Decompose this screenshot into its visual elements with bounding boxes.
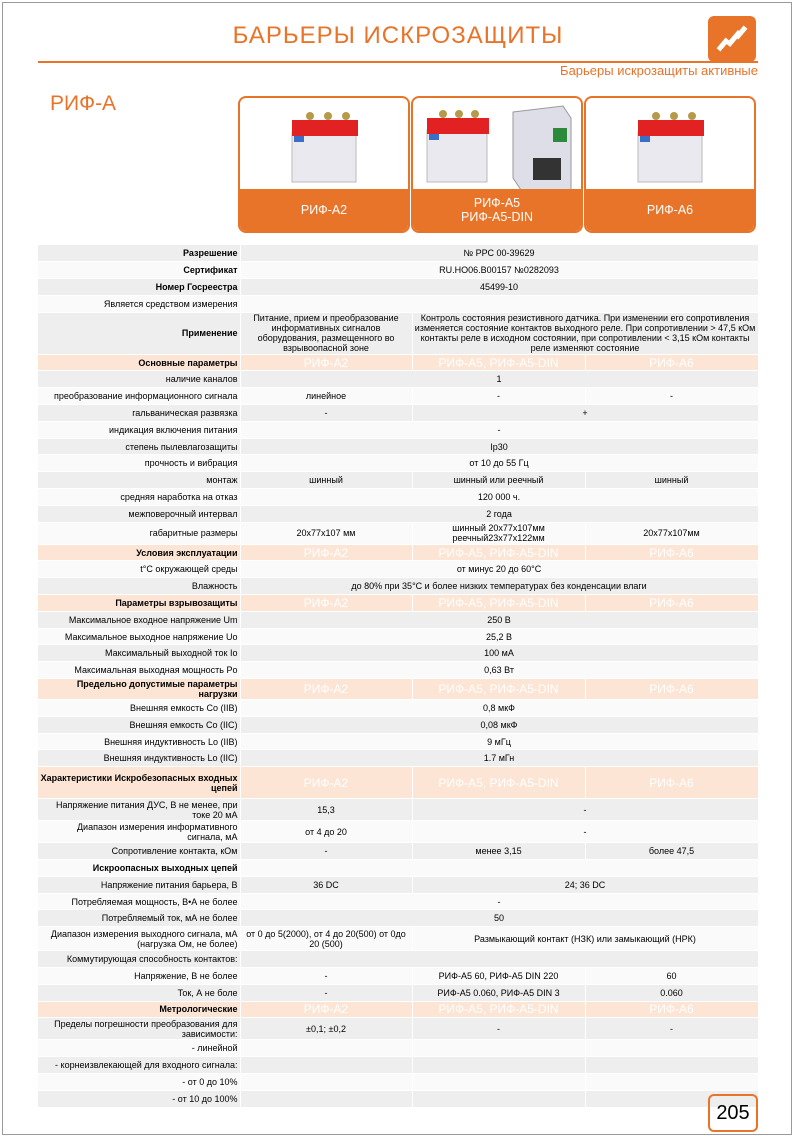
cell-value-rif-a5: РИФ-А5 0.060, РИФ-А5 DIN 3 bbox=[412, 984, 585, 1001]
page-number: 205 bbox=[708, 1094, 758, 1132]
row-label: гальваническая развязка bbox=[38, 405, 240, 422]
cell-value-rif-a2: - bbox=[240, 405, 412, 422]
product-image bbox=[586, 98, 754, 190]
column-header-rif-a5: РИФ-А5, РИФ-А5-DIN bbox=[412, 354, 585, 371]
table-row bbox=[38, 984, 758, 1001]
row-label: наличие каналов bbox=[38, 371, 240, 388]
cell-value-rif-a2: 36 DC bbox=[240, 876, 412, 893]
table-row bbox=[38, 821, 758, 843]
column-header-rif-a2: РИФ-А2 bbox=[240, 595, 412, 612]
table-row bbox=[38, 489, 758, 506]
table-row bbox=[38, 388, 758, 405]
table-section-header bbox=[38, 354, 758, 371]
cell-value-rif-a5: менее 3,15 bbox=[412, 843, 585, 860]
table-row bbox=[38, 505, 758, 522]
row-label: габаритные размеры bbox=[38, 522, 240, 544]
table-row bbox=[38, 628, 758, 645]
table-row bbox=[38, 472, 758, 489]
cell-value-rif-a5-a6: 24; 36 DC bbox=[412, 876, 758, 893]
row-label: Напряжение, В не более bbox=[38, 968, 240, 985]
row-label: Влажность bbox=[38, 578, 240, 595]
cell-value: № РРС 00-39629 bbox=[240, 245, 758, 262]
cell-value-rif-a2 bbox=[240, 1073, 412, 1090]
cell-value: 45499-10 bbox=[240, 279, 758, 296]
table-row bbox=[38, 262, 758, 279]
row-label: Максимальное выходное напряжение Uo bbox=[38, 628, 240, 645]
cell-value: 100 мА bbox=[240, 645, 758, 662]
row-label: Сертификат bbox=[38, 262, 240, 279]
table-row bbox=[38, 1057, 758, 1074]
product-card-rif-a5 bbox=[411, 96, 583, 233]
table-row bbox=[38, 645, 758, 662]
cell-value-rif-a5-a6: Контроль состояния резистивного датчика. При изменении его сопротивления изменяется состояние контактов выходного реле. При сопротивлении > 47,5 кОм контакты реле в исходном состоянии, при сопротивлении < 3,15 кОм контакты реле изменяют состояние bbox=[412, 312, 758, 354]
cell-value-rif-a2: - bbox=[240, 843, 412, 860]
row-label: Максимальное входное напряжение Um bbox=[38, 611, 240, 628]
table-row bbox=[38, 893, 758, 910]
table-row bbox=[38, 421, 758, 438]
cell-value-rif-a5: шинный или реечный bbox=[412, 472, 585, 489]
cell-value-rif-a5 bbox=[412, 1073, 585, 1090]
cell-value-rif-a5: - bbox=[412, 1018, 585, 1040]
cell-value: 1.7 мГн bbox=[240, 750, 758, 767]
cell-value: до 80% при 35°С и более низких температурах без конденсации влаги bbox=[240, 578, 758, 595]
row-label: Параметры взрывозащиты bbox=[38, 595, 240, 612]
cell-value: RU.HO06.B00157 №0282093 bbox=[240, 262, 758, 279]
cell-value: - bbox=[240, 421, 758, 438]
cell-value-rif-a6: - bbox=[585, 388, 758, 405]
row-label: Характеристики Искробезопасных входных цепей bbox=[38, 767, 240, 799]
cell-value-rif-a2: от 4 до 20 bbox=[240, 821, 412, 843]
row-label: Диапазон измерения выходного сигнала, мА (нагрузка Ом, не более) bbox=[38, 927, 240, 951]
cell-value bbox=[240, 295, 758, 312]
row-label: - корнеизвлекающей для входного сигнала: bbox=[38, 1057, 240, 1074]
column-header-rif-a6: РИФ-А6 bbox=[585, 595, 758, 612]
column-header-rif-a2: РИФ-А2 bbox=[240, 767, 412, 799]
column-header-rif-a5: РИФ-А5, РИФ-А5-DIN bbox=[412, 767, 585, 799]
row-label: Внешняя индуктивность Lo (IIC) bbox=[38, 750, 240, 767]
table-row bbox=[38, 578, 758, 595]
row-label: Условия эксплуатации bbox=[38, 544, 240, 561]
table-section-header bbox=[38, 767, 758, 799]
table-row bbox=[38, 455, 758, 472]
cell-value: - bbox=[240, 893, 758, 910]
row-label: Предельно допустимые параметры нагрузки bbox=[38, 679, 240, 700]
table-row bbox=[38, 716, 758, 733]
row-label: Основные параметры bbox=[38, 354, 240, 371]
row-label: преобразование информационного сигнала bbox=[38, 388, 240, 405]
cell-value: 0,8 мкФ bbox=[240, 700, 758, 717]
row-label: монтаж bbox=[38, 472, 240, 489]
cell-value: от 10 до 55 Гц bbox=[240, 455, 758, 472]
cell-value bbox=[240, 951, 758, 968]
column-header-rif-a6: РИФ-А6 bbox=[585, 354, 758, 371]
row-label: - линейной bbox=[38, 1040, 240, 1057]
cell-value-rif-a5: - bbox=[412, 388, 585, 405]
table-row bbox=[38, 561, 758, 578]
product-caption: РИФ-А6 bbox=[646, 203, 694, 217]
product-card-rif-a6 bbox=[584, 96, 756, 233]
row-label: t°С окружающей среды bbox=[38, 561, 240, 578]
row-label: Внешняя емкость Co (IIC) bbox=[38, 716, 240, 733]
cell-value-rif-a2: ±0,1; ±0,2 bbox=[240, 1018, 412, 1040]
cell-value bbox=[240, 860, 758, 877]
cell-value-rif-a6: шинный bbox=[585, 472, 758, 489]
table-section-header bbox=[38, 595, 758, 612]
cell-value-rif-a2: шинный bbox=[240, 472, 412, 489]
row-label: Номер Госреестра bbox=[38, 279, 240, 296]
row-label: Разрешение bbox=[38, 245, 240, 262]
cell-value-rif-a2: - bbox=[240, 968, 412, 985]
table-row bbox=[38, 438, 758, 455]
product-image bbox=[413, 98, 581, 190]
spec-table bbox=[38, 245, 759, 1108]
table-row bbox=[38, 245, 758, 262]
table-row bbox=[38, 750, 758, 767]
cell-value-rif-a5-a6: - bbox=[412, 821, 758, 843]
row-label: Внешняя емкость Co (IIB) bbox=[38, 700, 240, 717]
table-row bbox=[38, 405, 758, 422]
row-label: Сопротивление контакта, кОм bbox=[38, 843, 240, 860]
cell-value-rif-a6: 60 bbox=[585, 968, 758, 985]
column-header-rif-a6: РИФ-А6 bbox=[585, 679, 758, 700]
cell-value-rif-a6 bbox=[585, 1057, 758, 1074]
table-section-header bbox=[38, 679, 758, 700]
table-row bbox=[38, 1040, 758, 1057]
table-row bbox=[38, 312, 758, 354]
row-label: Внешняя индуктивность Lo (IIB) bbox=[38, 733, 240, 750]
table-row bbox=[38, 910, 758, 927]
table-row bbox=[38, 371, 758, 388]
cell-value-rif-a6 bbox=[585, 1073, 758, 1090]
table-row bbox=[38, 799, 758, 821]
product-caption-secondary: РИФ-А5-DIN bbox=[461, 210, 533, 224]
row-label: Потребляемая мощность, В•А не более bbox=[38, 893, 240, 910]
cell-value: 0,08 мкФ bbox=[240, 716, 758, 733]
column-header-rif-a2: РИФ-А2 bbox=[240, 354, 412, 371]
cell-value-rif-a5 bbox=[412, 1090, 585, 1107]
page-title: БАРЬЕРЫ ИСКРОЗАЩИТЫ bbox=[232, 22, 564, 49]
table-row bbox=[38, 700, 758, 717]
table-row bbox=[38, 1090, 758, 1107]
row-label: межповерочный интервал bbox=[38, 505, 240, 522]
table-row bbox=[38, 843, 758, 860]
page-subtitle: Барьеры искрозащиты активные bbox=[560, 63, 758, 78]
cell-value: 1 bbox=[240, 371, 758, 388]
table-row bbox=[38, 662, 758, 679]
row-label: Потребляемый ток, мА не более bbox=[38, 910, 240, 927]
cell-value: 120 000 ч. bbox=[240, 489, 758, 506]
cell-value: 50 bbox=[240, 910, 758, 927]
row-label: Метрологические bbox=[38, 1001, 240, 1018]
cell-value-rif-a6 bbox=[585, 1040, 758, 1057]
row-label: Максимальная выходная мощность Po bbox=[38, 662, 240, 679]
column-header-rif-a2: РИФ-А2 bbox=[240, 679, 412, 700]
cell-value-rif-a2: 20x77x107 мм bbox=[240, 522, 412, 544]
row-label: - от 10 до 100% bbox=[38, 1090, 240, 1107]
column-header-rif-a5: РИФ-А5, РИФ-А5-DIN bbox=[412, 679, 585, 700]
cell-value: Ip30 bbox=[240, 438, 758, 455]
cell-value: 250 В bbox=[240, 611, 758, 628]
table-row bbox=[38, 860, 758, 877]
cell-value-rif-a6: 0.060 bbox=[585, 984, 758, 1001]
cell-value-rif-a2: Питание, прием и преобразование информативных сигналов оборудования, размещенного во взрывоопасной зоне bbox=[240, 312, 412, 354]
row-label: Диапазон измерения информативного сигнала, мА bbox=[38, 821, 240, 843]
section-title: РИФ-А bbox=[50, 92, 117, 115]
row-label: Является средством измерения bbox=[38, 295, 240, 312]
table-row bbox=[38, 733, 758, 750]
cell-value-rif-a5: РИФ-А5 60, РИФ-А5 DIN 220 bbox=[412, 968, 585, 985]
row-label: - от 0 до 10% bbox=[38, 1073, 240, 1090]
row-label: Пределы погрешности преобразования для зависимости: bbox=[38, 1018, 240, 1040]
column-header-rif-a2: РИФ-А2 bbox=[240, 544, 412, 561]
row-label: Ток, А не боле bbox=[38, 984, 240, 1001]
cell-value-rif-a2: линейное bbox=[240, 388, 412, 405]
cell-value-rif-a2: 15,3 bbox=[240, 799, 412, 821]
product-card-rif-a2 bbox=[238, 96, 410, 233]
cell-value-rif-a6: 20x77x107мм bbox=[585, 522, 758, 544]
table-row bbox=[38, 968, 758, 985]
cell-value-rif-a5: шинный 20x77x107мм реечный23x77x122мм bbox=[412, 522, 585, 544]
row-label: средняя наработка на отказ bbox=[38, 489, 240, 506]
cell-value-rif-a5 bbox=[412, 1057, 585, 1074]
row-label: Напряжение питания барьера, В bbox=[38, 876, 240, 893]
column-header-rif-a5: РИФ-А5, РИФ-А5-DIN bbox=[412, 595, 585, 612]
product-caption: РИФ-А2 bbox=[300, 203, 348, 217]
column-header-rif-a2: РИФ-А2 bbox=[240, 1001, 412, 1018]
cell-value-rif-a2 bbox=[240, 1090, 412, 1107]
column-header-rif-a6: РИФ-А6 bbox=[585, 544, 758, 561]
table-section-header bbox=[38, 544, 758, 561]
table-row bbox=[38, 951, 758, 968]
table-row bbox=[38, 522, 758, 544]
row-label: Максимальный выходной ток Io bbox=[38, 645, 240, 662]
cell-value-rif-a2 bbox=[240, 1057, 412, 1074]
table-row bbox=[38, 279, 758, 296]
table-section-header bbox=[38, 1001, 758, 1018]
table-row bbox=[38, 927, 758, 951]
column-header-rif-a5: РИФ-А5, РИФ-А5-DIN bbox=[412, 1001, 585, 1018]
cell-value-rif-a2: - bbox=[240, 984, 412, 1001]
row-label: Напряжение питания ДУС, В не менее, при токе 20 мА bbox=[38, 799, 240, 821]
brand-logo-icon bbox=[708, 16, 756, 62]
cell-value-rif-a2 bbox=[240, 1040, 412, 1057]
row-label: степень пылевлагозащиты bbox=[38, 438, 240, 455]
cell-value-rif-a5-a6: - bbox=[412, 799, 758, 821]
row-label: Применение bbox=[38, 312, 240, 354]
cell-value: от минус 20 до 60°С bbox=[240, 561, 758, 578]
table-row bbox=[38, 295, 758, 312]
cell-value: 9 мГц bbox=[240, 733, 758, 750]
cell-value-rif-a5 bbox=[412, 1040, 585, 1057]
table-row bbox=[38, 1018, 758, 1040]
row-label: Коммутирующая способность контактов: bbox=[38, 951, 240, 968]
column-header-rif-a6: РИФ-А6 bbox=[585, 767, 758, 799]
column-header-rif-a6: РИФ-А6 bbox=[585, 1001, 758, 1018]
row-label: прочность и вибрация bbox=[38, 455, 240, 472]
table-row bbox=[38, 876, 758, 893]
cell-value: 0,63 Вт bbox=[240, 662, 758, 679]
column-header-rif-a5: РИФ-А5, РИФ-А5-DIN bbox=[412, 544, 585, 561]
cell-value-rif-a6: более 47,5 bbox=[585, 843, 758, 860]
row-label: Искроопасных выходных цепей bbox=[38, 860, 240, 877]
cell-value: 2 года bbox=[240, 505, 758, 522]
table-row bbox=[38, 1073, 758, 1090]
cell-value-rif-a5-a6: + bbox=[412, 405, 758, 422]
cell-value-rif-a5-a6: Размыкающий контакт (НЗК) или замыкающий (НРК) bbox=[412, 927, 758, 951]
cell-value-rif-a2: от 0 до 5(2000), от 4 до 20(500) от 0до 20 (500) bbox=[240, 927, 412, 951]
cell-value-rif-a6: - bbox=[585, 1018, 758, 1040]
table-row bbox=[38, 611, 758, 628]
product-image bbox=[240, 98, 408, 190]
row-label: индикация включения питания bbox=[38, 421, 240, 438]
product-caption: РИФ-А5 bbox=[473, 196, 521, 210]
cell-value: 25,2 В bbox=[240, 628, 758, 645]
